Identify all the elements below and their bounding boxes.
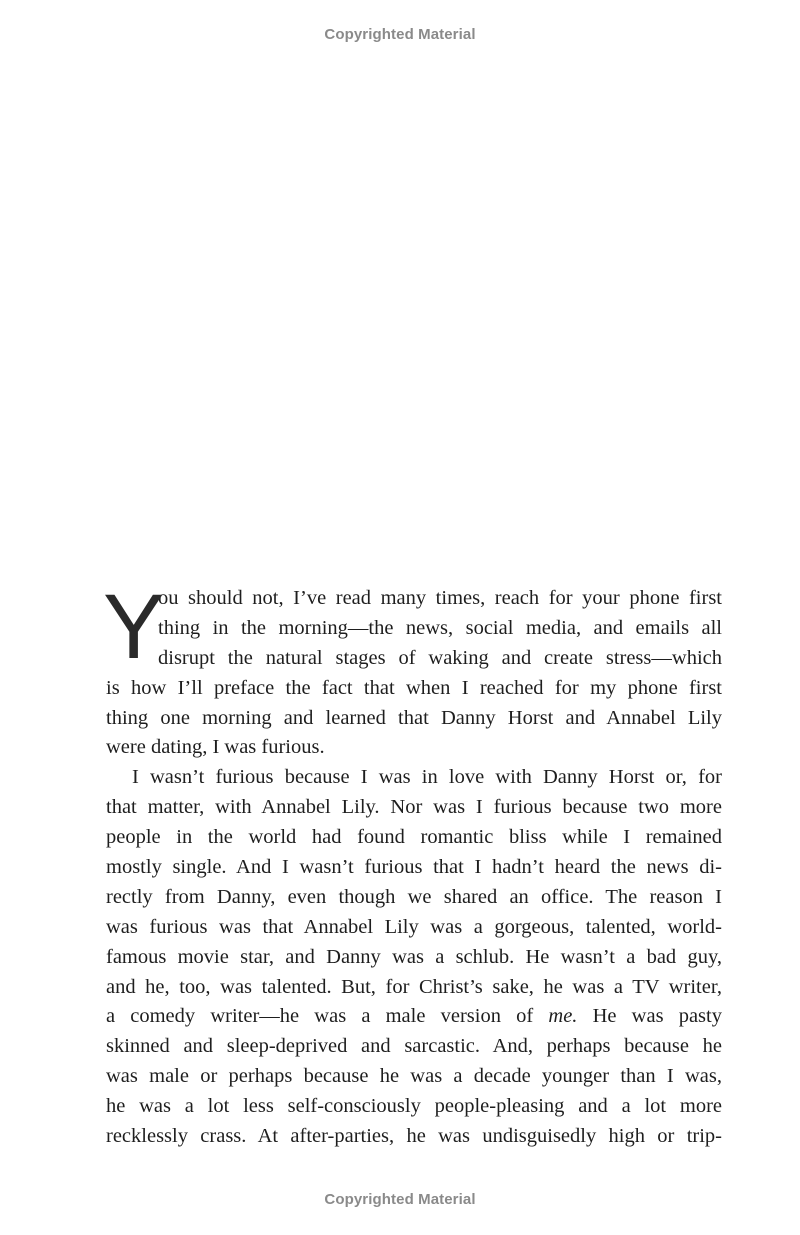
copyright-watermark-bottom: Copyrighted Material — [324, 1191, 476, 1208]
paragraph-1-line: disrupt the natural stages of waking and create stress—which — [158, 646, 722, 669]
paragraph-1-line: were dating, I was furious. — [106, 736, 325, 759]
paragraph-2-line: famous movie star, and Danny was a schlub. He wasn’t a bad guy, — [106, 945, 722, 968]
line-text-before-italic: a comedy writer—he was a male version of — [106, 1005, 549, 1028]
paragraph-2-line: mostly single. And I wasn’t furious that I hadn’t heard the news di- — [106, 856, 722, 879]
line-text-after-italic: He was pasty — [577, 1005, 722, 1028]
paragraph-2-line: people in the world had found romantic bliss while I remained — [106, 826, 722, 849]
paragraph-2-line: that matter, with Annabel Lily. Nor was I furious because two more — [106, 796, 722, 819]
paragraph-2-line: rectly from Danny, even though we shared an office. The reason I — [106, 885, 722, 908]
paragraph-2-line: I wasn’t furious because I was in love with Danny Horst or, for — [132, 766, 722, 789]
paragraph-1-line: is how I’ll preface the fact that when I reached for my phone first — [106, 676, 722, 699]
copyright-watermark-top: Copyrighted Material — [324, 26, 476, 43]
paragraph-1-line: ou should not, I’ve read many times, reach for your phone first — [158, 587, 722, 609]
drop-cap-letter: Y — [103, 576, 165, 678]
paragraph-2-line — [106, 1002, 722, 1032]
paragraph-2-line: was male or perhaps because he was a decade younger than I was, — [106, 1065, 722, 1088]
paragraph-2-line: he was a lot less self-consciously people-pleasing and a lot more — [106, 1095, 722, 1118]
paragraph-2-line: skinned and sleep-deprived and sarcastic. And, perhaps because he — [106, 1035, 722, 1058]
paragraph-2-line: was furious was that Annabel Lily was a gorgeous, talented, world- — [106, 915, 722, 938]
paragraph-1-line: thing in the morning—the news, social media, and emails all — [158, 616, 722, 639]
paragraph-2-line: and he, too, was talented. But, for Christ’s sake, he was a TV writer, — [106, 975, 722, 998]
italic-emphasis: me. — [548, 1005, 578, 1028]
paragraph-2-line: recklessly crass. At after-parties, he was undisguisedly high or trip- — [106, 1125, 722, 1148]
page-body-text — [103, 576, 722, 1152]
paragraph-1-line: thing one morning and learned that Danny Horst and Annabel Lily — [106, 706, 722, 729]
